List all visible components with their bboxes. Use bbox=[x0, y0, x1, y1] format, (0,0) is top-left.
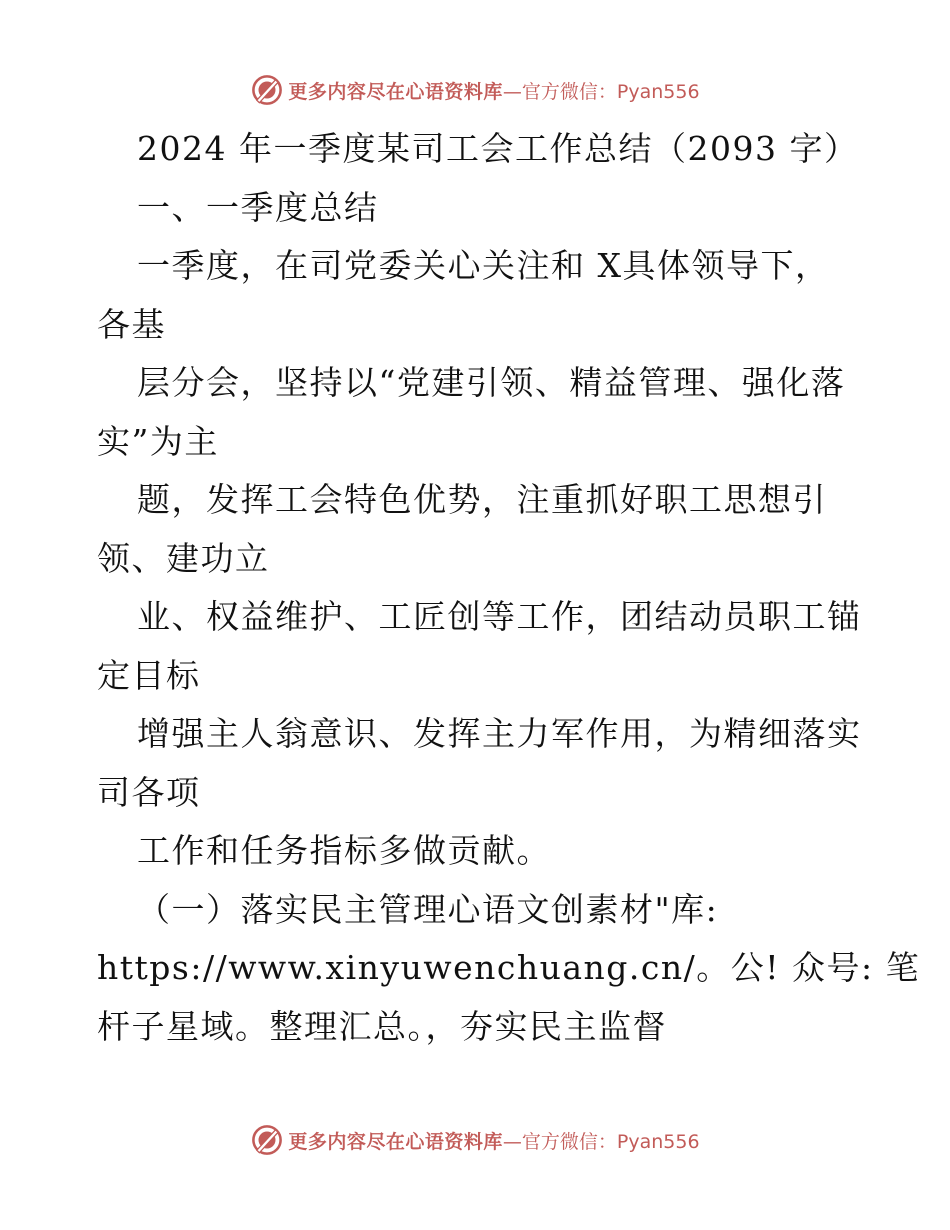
watermark-wechat-text: —官方微信：Pyan556 bbox=[502, 80, 700, 103]
paragraph-line: 司各项 bbox=[97, 772, 201, 812]
paragraph-line: 领、建功立 bbox=[97, 538, 270, 578]
pen-logo-icon bbox=[250, 1123, 284, 1157]
paragraph-line: 一季度，在司党委关心关注和 X具体领导下， bbox=[137, 246, 830, 285]
header-watermark-banner bbox=[0, 70, 950, 110]
document-body bbox=[97, 120, 921, 1056]
paragraph-line: 题，发挥工会特色优势，注重抓好职工思想引 bbox=[137, 480, 827, 519]
section-heading: 一、一季度总结 bbox=[137, 187, 379, 227]
footer-watermark-banner bbox=[0, 1120, 950, 1160]
watermark-main-text: 更多内容尽在心语资料库 bbox=[288, 80, 503, 103]
subsection-heading: （一）落实民主管理心语文创素材"库: bbox=[137, 889, 719, 929]
paragraph-line: 增强主人翁意识、发挥主力军作用，为精细落实 bbox=[137, 714, 862, 753]
paragraph-line: 层分会，坚持以“党建引领、精益管理、强化落 bbox=[137, 363, 846, 402]
paragraph-line: 定目标 bbox=[97, 655, 201, 695]
paragraph-line: 杆子星域。整理汇总。，夯实民主监督 bbox=[97, 1006, 667, 1046]
paragraph-line: 业、权益维护、工匠创等工作，团结动员职工锚 bbox=[137, 597, 862, 636]
paragraph-line: 实”为主 bbox=[97, 421, 219, 461]
watermark-wechat-text: —官方微信：Pyan556 bbox=[502, 1130, 700, 1153]
paragraph-line: 各基 bbox=[97, 304, 166, 344]
doc-title: 2024 年一季度某司工会工作总结（2093 字） bbox=[137, 129, 859, 168]
pen-logo-icon bbox=[250, 73, 284, 107]
paragraph-line: 工作和任务指标多做贡献。 bbox=[137, 831, 551, 870]
watermark-main-text: 更多内容尽在心语资料库 bbox=[288, 1130, 503, 1153]
url-line: https://www.xinyuwenchuang.cn/。公! 众号: 笔 bbox=[97, 948, 921, 987]
